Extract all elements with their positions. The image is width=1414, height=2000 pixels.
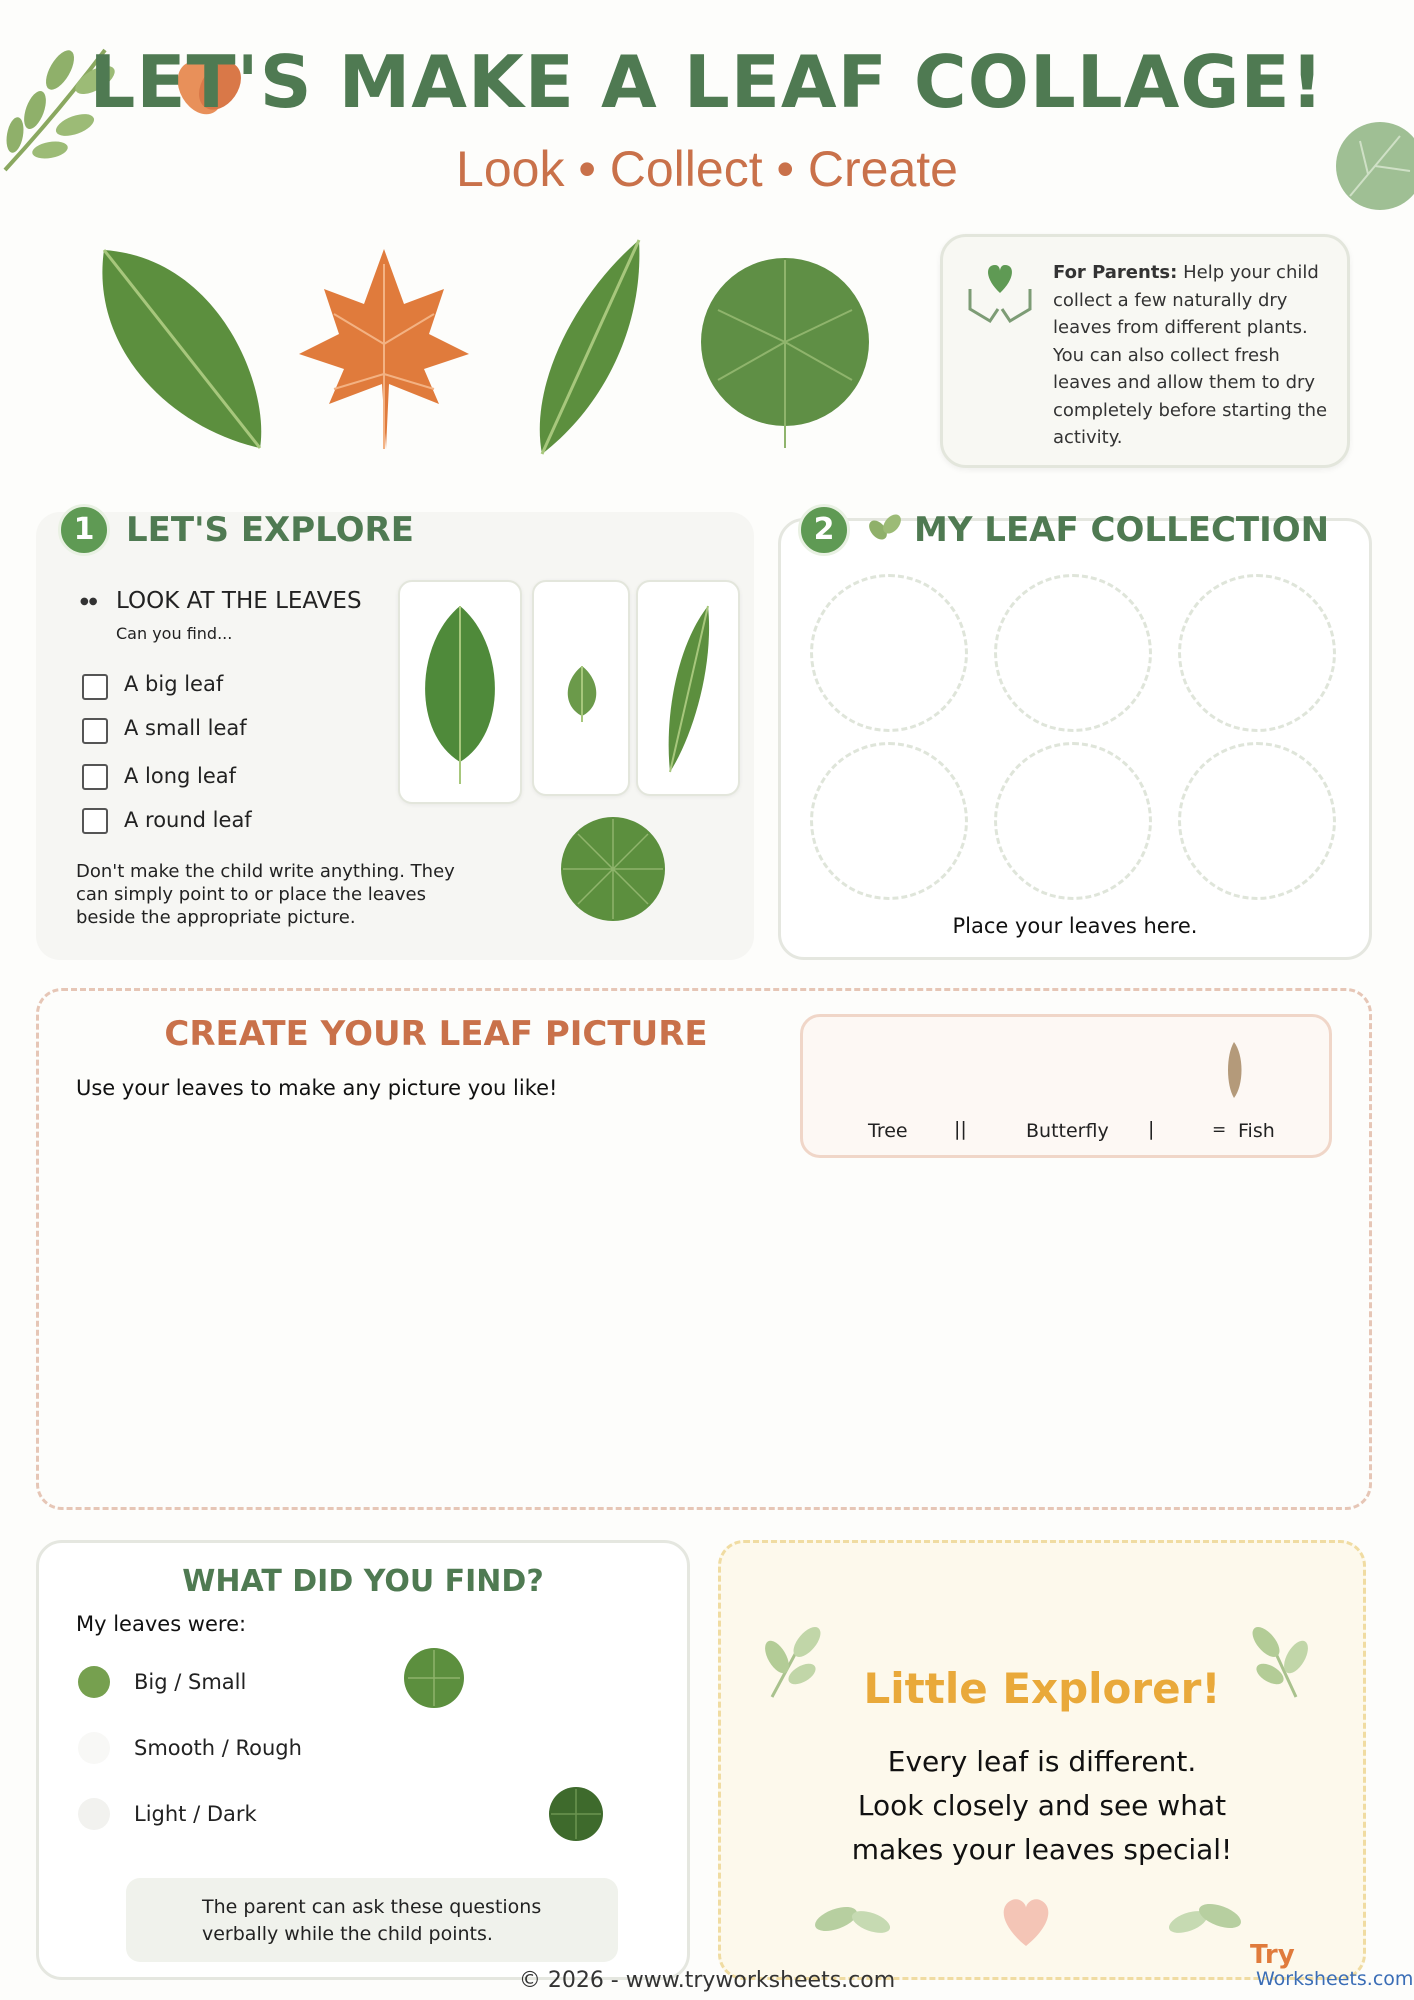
long-leaf-icon <box>534 236 644 458</box>
explorer-text <box>718 1740 1366 1872</box>
big-leaf-card <box>398 580 522 804</box>
round-leaf-card <box>532 806 686 936</box>
explore-prompt: Can you find... <box>116 624 233 643</box>
small-leaf-icon <box>560 664 604 724</box>
explore-note: Don't make the child write anything. They can simply point to or place the leaves beside the appropriate picture. <box>76 861 455 928</box>
leaves-left-icon <box>806 1894 896 1944</box>
option-dot-empty[interactable] <box>78 1798 110 1830</box>
idea-separator: | <box>1148 1118 1155 1140</box>
round-leaf-icon <box>698 250 872 450</box>
long-leaf-card <box>636 580 740 796</box>
checklist-item: A big leaf <box>124 672 224 696</box>
page-subtitle: Look • Collect • Create <box>456 141 958 197</box>
big-leaf-icon <box>414 602 506 786</box>
dry-leaf-icon <box>1222 1040 1246 1100</box>
explorer-line: Look closely and see what <box>857 1789 1227 1822</box>
heart-hands-icon <box>965 259 1035 325</box>
create-title: CREATE YOUR LEAF PICTURE <box>164 1014 708 1054</box>
step-number-badge: 2 <box>798 504 850 556</box>
logo-top-text: Try <box>1250 1940 1295 1970</box>
heart-icon <box>996 1894 1056 1950</box>
page-title: LET'S MAKE A LEAF COLLAGE! <box>89 40 1325 124</box>
checkbox-long-leaf[interactable] <box>82 764 108 790</box>
leaf-placement-circle[interactable] <box>810 574 968 732</box>
leaf-placement-circle[interactable] <box>994 574 1152 732</box>
option-dot-filled[interactable] <box>78 1666 110 1698</box>
leaf-placement-circle[interactable] <box>1178 574 1336 732</box>
parents-note-box <box>940 234 1350 468</box>
idea-label: Fish <box>1238 1120 1275 1142</box>
findings-intro: My leaves were: <box>76 1612 247 1636</box>
collection-caption: Place your leaves here. <box>952 914 1198 938</box>
oval-leaf-icon <box>90 238 270 458</box>
checklist-item: A long leaf <box>124 764 237 788</box>
site-logo <box>1250 1940 1414 1992</box>
collection-title: MY LEAF COLLECTION <box>914 510 1330 550</box>
explorer-title: Little Explorer! <box>863 1664 1221 1713</box>
logo-bottom-text: Worksheets.com <box>1256 1968 1414 1990</box>
findings-option: Smooth / Rough <box>134 1736 302 1760</box>
checkbox-big-leaf[interactable] <box>82 674 108 700</box>
checkbox-small-leaf[interactable] <box>82 718 108 744</box>
maple-leaf-icon <box>294 244 474 454</box>
option-dot-empty[interactable] <box>78 1732 110 1764</box>
long-leaf-small-icon <box>664 604 714 776</box>
findings-note-box <box>126 1878 618 1962</box>
leaf-placement-circle[interactable] <box>994 742 1152 900</box>
small-leaf-card <box>532 580 630 796</box>
checkbox-round-leaf[interactable] <box>82 808 108 834</box>
checklist-item: A small leaf <box>124 716 247 740</box>
create-instruction: Use your leaves to make any picture you like! <box>76 1076 558 1100</box>
explorer-line: Every leaf is different. <box>887 1745 1197 1778</box>
step-number-badge: 1 <box>58 504 110 556</box>
findings-option: Big / Small <box>134 1670 247 1694</box>
leaf-placement-circle[interactable] <box>810 742 968 900</box>
idea-label: Tree <box>868 1120 908 1142</box>
explore-subheading: LOOK AT THE LEAVES <box>116 588 362 614</box>
parents-note-text: For Parents: Help your child collect a few naturally dry leaves from different plants. You can also collect fresh leaves and allow them to dry completely before starting the activity. <box>1053 262 1328 448</box>
green-leaf-icon <box>402 1646 466 1710</box>
explorer-line: makes your leaves special! <box>851 1833 1233 1866</box>
leaves-right-icon <box>1158 1894 1248 1944</box>
idea-separator: || <box>954 1118 967 1140</box>
findings-note: The parent can ask these questions verbally while the child points. <box>202 1896 542 1945</box>
sprout-icon <box>866 512 902 542</box>
dark-leaf-icon <box>548 1786 604 1842</box>
explore-title: LET'S EXPLORE <box>126 510 414 550</box>
idea-separator: = <box>1212 1120 1227 1140</box>
footer-copyright: © 2026 - www.tryworksheets.com <box>518 1968 896 1993</box>
checklist-item: A round leaf <box>124 808 252 832</box>
eyes-icon: ●● <box>80 596 98 607</box>
findings-title: WHAT DID YOU FIND? <box>182 1564 544 1599</box>
findings-option: Light / Dark <box>134 1802 257 1826</box>
idea-label: Butterfly <box>1026 1120 1109 1142</box>
round-leaf-small-icon <box>558 814 668 924</box>
leaf-placement-circle[interactable] <box>1178 742 1336 900</box>
